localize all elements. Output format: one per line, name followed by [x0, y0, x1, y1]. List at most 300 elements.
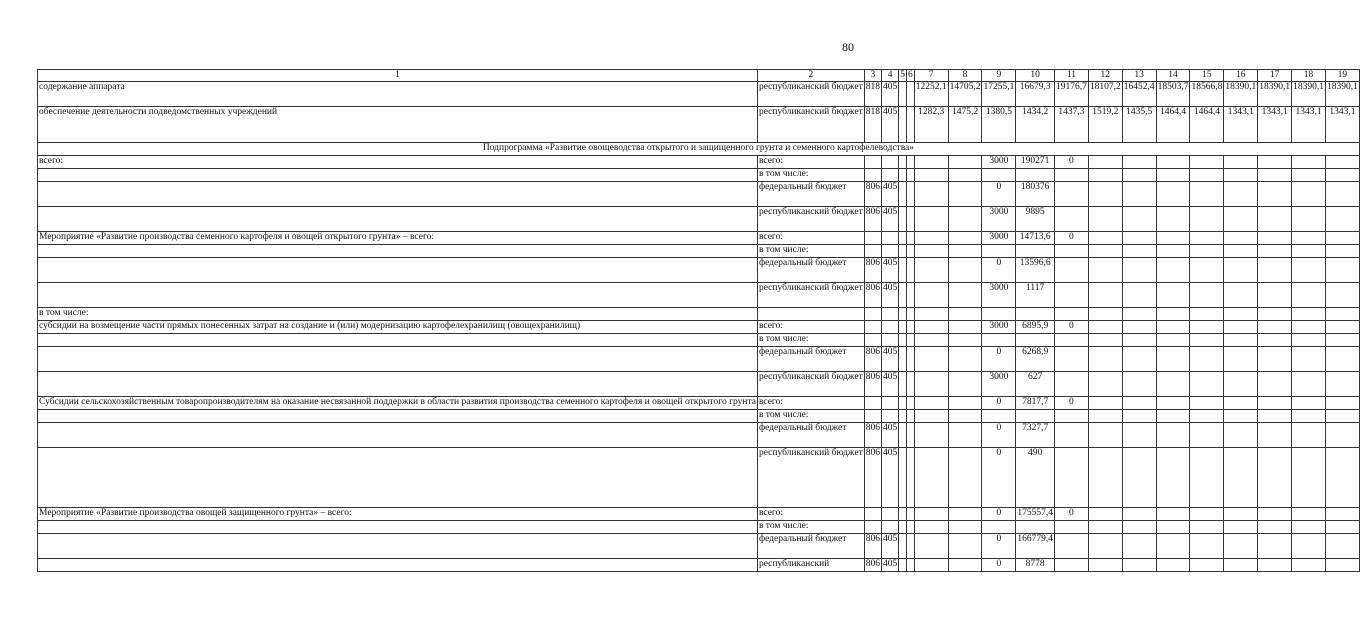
value-cell	[1088, 423, 1122, 448]
value-cell: 806	[864, 347, 881, 372]
value-cell	[1292, 559, 1326, 572]
value-cell: 1343,1	[1224, 107, 1258, 143]
value-cell: 0	[1054, 321, 1088, 334]
value-cell	[1292, 258, 1326, 283]
row-label-cell	[38, 258, 758, 283]
value-cell	[1292, 321, 1326, 334]
value-cell	[899, 107, 907, 143]
value-cell	[899, 169, 907, 182]
value-cell	[1088, 182, 1122, 207]
value-cell	[906, 534, 914, 559]
value-cell	[906, 410, 914, 423]
value-cell	[1156, 245, 1190, 258]
value-cell	[1156, 258, 1190, 283]
value-cell	[914, 448, 948, 508]
value-cell	[1088, 347, 1122, 372]
funding-source-cell: федеральный бюджет	[757, 258, 864, 283]
value-cell: 17255,1	[982, 82, 1016, 107]
table-row	[38, 334, 1360, 347]
column-header: 2	[757, 70, 864, 82]
value-cell	[1190, 334, 1224, 347]
value-cell	[906, 232, 914, 245]
value-cell: 18390,1	[1224, 82, 1258, 107]
value-cell	[881, 245, 898, 258]
value-cell	[1156, 334, 1190, 347]
value-cell: 405	[881, 347, 898, 372]
value-cell	[1258, 508, 1292, 521]
value-cell	[982, 245, 1016, 258]
value-cell	[1292, 283, 1326, 308]
value-cell	[1325, 308, 1359, 321]
column-header: 13	[1122, 70, 1156, 82]
value-cell	[914, 169, 948, 182]
value-cell	[899, 245, 907, 258]
value-cell: 18390,1	[1258, 82, 1292, 107]
value-cell	[1258, 258, 1292, 283]
value-cell: 166779,4	[1016, 534, 1055, 559]
value-cell: 818	[864, 82, 881, 107]
value-cell	[1190, 521, 1224, 534]
value-cell	[948, 372, 982, 397]
value-cell: 12252,1	[914, 82, 948, 107]
value-cell	[1224, 508, 1258, 521]
value-cell	[906, 423, 914, 448]
table-row	[38, 283, 1360, 308]
table-row	[38, 423, 1360, 448]
value-cell	[914, 258, 948, 283]
value-cell: 3000	[982, 232, 1016, 245]
value-cell	[1122, 283, 1156, 308]
value-cell	[1292, 397, 1326, 410]
value-cell: 0	[982, 448, 1016, 508]
value-cell: 6268,9	[1016, 347, 1055, 372]
value-cell	[1224, 372, 1258, 397]
column-header: 16	[1224, 70, 1258, 82]
value-cell	[1325, 410, 1359, 423]
value-cell	[899, 283, 907, 308]
table-row	[38, 347, 1360, 372]
value-cell	[1122, 448, 1156, 508]
value-cell: 3000	[982, 372, 1016, 397]
value-cell	[899, 448, 907, 508]
value-cell	[1088, 448, 1122, 508]
table-row	[38, 534, 1360, 559]
value-cell	[906, 107, 914, 143]
table-row	[38, 521, 1360, 534]
value-cell	[1190, 207, 1224, 232]
value-cell	[1088, 258, 1122, 283]
funding-source-cell: республиканский бюджет	[757, 448, 864, 508]
row-label-cell: Субсидии сельскохозяйственным товаропроизводителям на оказание несвязанной поддержки в области развития производства семенного картофеля и овощей открытого грунта	[38, 397, 758, 410]
value-cell	[1292, 521, 1326, 534]
value-cell	[914, 245, 948, 258]
value-cell	[1156, 182, 1190, 207]
value-cell	[906, 334, 914, 347]
value-cell	[1054, 334, 1088, 347]
value-cell	[1054, 283, 1088, 308]
funding-source-cell: всего:	[757, 156, 864, 169]
value-cell	[899, 410, 907, 423]
value-cell	[982, 410, 1016, 423]
row-label-cell	[38, 334, 758, 347]
value-cell	[1054, 410, 1088, 423]
value-cell: 806	[864, 448, 881, 508]
value-cell	[982, 521, 1016, 534]
funding-source-cell: в том числе:	[757, 245, 864, 258]
value-cell	[899, 182, 907, 207]
value-cell	[1292, 308, 1326, 321]
value-cell	[1325, 372, 1359, 397]
value-cell	[1088, 308, 1122, 321]
value-cell	[1190, 410, 1224, 423]
value-cell	[1122, 347, 1156, 372]
value-cell	[1190, 169, 1224, 182]
row-label-cell: всего:	[38, 156, 758, 169]
value-cell	[1292, 156, 1326, 169]
value-cell	[881, 232, 898, 245]
value-cell	[906, 347, 914, 372]
value-cell: 1343,1	[1292, 107, 1326, 143]
value-cell	[899, 207, 907, 232]
value-cell	[1224, 169, 1258, 182]
table-row	[38, 232, 1360, 245]
table-row	[38, 397, 1360, 410]
row-label-cell	[38, 534, 758, 559]
value-cell	[1258, 534, 1292, 559]
column-header: 19	[1325, 70, 1359, 82]
value-cell	[1258, 521, 1292, 534]
value-cell	[1258, 156, 1292, 169]
value-cell	[899, 397, 907, 410]
value-cell	[1190, 232, 1224, 245]
value-cell	[1325, 508, 1359, 521]
value-cell	[1325, 245, 1359, 258]
value-cell	[899, 82, 907, 107]
value-cell: 8778	[1016, 559, 1055, 572]
value-cell: 3000	[982, 156, 1016, 169]
value-cell: 806	[864, 207, 881, 232]
value-cell: 405	[881, 423, 898, 448]
column-header: 14	[1156, 70, 1190, 82]
value-cell	[1224, 321, 1258, 334]
value-cell	[1224, 423, 1258, 448]
column-header: 1	[38, 70, 758, 82]
funding-source-cell: в том числе:	[757, 521, 864, 534]
value-cell	[914, 334, 948, 347]
value-cell: 627	[1016, 372, 1055, 397]
value-cell	[1325, 334, 1359, 347]
value-cell: 806	[864, 258, 881, 283]
value-cell	[1156, 169, 1190, 182]
table-row	[38, 559, 1360, 572]
value-cell	[1190, 308, 1224, 321]
funding-source-cell: федеральный бюджет	[757, 347, 864, 372]
column-header: 10	[1016, 70, 1055, 82]
value-cell	[906, 258, 914, 283]
value-cell: 1435,5	[1122, 107, 1156, 143]
value-cell	[1190, 508, 1224, 521]
value-cell	[1156, 347, 1190, 372]
value-cell	[948, 321, 982, 334]
value-cell: 1519,2	[1088, 107, 1122, 143]
funding-source-cell: всего:	[757, 321, 864, 334]
value-cell	[864, 156, 881, 169]
row-label-cell: в том числе:	[38, 308, 758, 321]
value-cell	[1054, 207, 1088, 232]
value-cell: 0	[1054, 156, 1088, 169]
value-cell	[1122, 334, 1156, 347]
column-header: 11	[1054, 70, 1088, 82]
value-cell	[1258, 372, 1292, 397]
value-cell	[906, 397, 914, 410]
value-cell	[881, 308, 898, 321]
value-cell	[1054, 182, 1088, 207]
value-cell	[899, 423, 907, 448]
value-cell: 806	[864, 534, 881, 559]
column-header: 12	[1088, 70, 1122, 82]
value-cell	[914, 347, 948, 372]
column-header: 17	[1258, 70, 1292, 82]
row-label-cell	[38, 182, 758, 207]
funding-source-cell: республиканский бюджет	[757, 107, 864, 143]
value-cell	[1258, 423, 1292, 448]
header-row	[38, 70, 1360, 82]
value-cell	[1122, 410, 1156, 423]
value-cell: 405	[881, 534, 898, 559]
value-cell	[1325, 207, 1359, 232]
value-cell	[1156, 156, 1190, 169]
value-cell: 405	[881, 372, 898, 397]
value-cell: 806	[864, 283, 881, 308]
value-cell	[1122, 169, 1156, 182]
value-cell: 0	[982, 397, 1016, 410]
value-cell: 0	[982, 258, 1016, 283]
table-row	[38, 143, 1360, 156]
value-cell	[1122, 423, 1156, 448]
value-cell	[1156, 308, 1190, 321]
value-cell	[899, 308, 907, 321]
value-cell	[906, 245, 914, 258]
value-cell: 180376	[1016, 182, 1055, 207]
table-row	[38, 258, 1360, 283]
value-cell	[899, 508, 907, 521]
value-cell	[1190, 423, 1224, 448]
value-cell	[906, 308, 914, 321]
value-cell: 14713,6	[1016, 232, 1055, 245]
value-cell	[1190, 321, 1224, 334]
value-cell: 0	[1054, 232, 1088, 245]
column-header: 9	[982, 70, 1016, 82]
value-cell	[881, 334, 898, 347]
value-cell	[1292, 534, 1326, 559]
value-cell	[1224, 559, 1258, 572]
value-cell	[1122, 207, 1156, 232]
value-cell	[864, 397, 881, 410]
value-cell	[948, 207, 982, 232]
value-cell	[864, 245, 881, 258]
value-cell	[1292, 207, 1326, 232]
value-cell	[948, 534, 982, 559]
value-cell	[1325, 232, 1359, 245]
value-cell	[948, 410, 982, 423]
row-label-cell	[38, 245, 758, 258]
value-cell	[899, 321, 907, 334]
value-cell: 18566,8	[1190, 82, 1224, 107]
value-cell	[1190, 347, 1224, 372]
value-cell	[899, 559, 907, 572]
value-cell: 18503,7	[1156, 82, 1190, 107]
value-cell	[1054, 308, 1088, 321]
value-cell	[914, 232, 948, 245]
funding-source-cell: республиканский бюджет	[757, 207, 864, 232]
value-cell: 1343,1	[1325, 107, 1359, 143]
value-cell	[1258, 169, 1292, 182]
value-cell	[1088, 372, 1122, 397]
row-label-cell: Мероприятие «Развитие производства овощей защищенного грунта» – всего:	[38, 508, 758, 521]
table-row	[38, 182, 1360, 207]
value-cell	[914, 559, 948, 572]
value-cell	[948, 448, 982, 508]
funding-source-cell	[757, 308, 864, 321]
value-cell	[1054, 169, 1088, 182]
subprogram-title: Подпрограмма «Развитие овощеводства открытого и защищенного грунта и семенного картофелеводства»	[38, 143, 1360, 156]
value-cell	[1156, 448, 1190, 508]
value-cell: 0	[982, 508, 1016, 521]
value-cell	[1088, 321, 1122, 334]
value-cell: 405	[881, 258, 898, 283]
value-cell	[1122, 372, 1156, 397]
value-cell	[1224, 534, 1258, 559]
value-cell: 1343,1	[1258, 107, 1292, 143]
value-cell: 9895	[1016, 207, 1055, 232]
value-cell	[1325, 169, 1359, 182]
value-cell: 1380,5	[982, 107, 1016, 143]
value-cell	[1190, 245, 1224, 258]
column-header: 15	[1190, 70, 1224, 82]
value-cell	[1122, 559, 1156, 572]
value-cell	[914, 423, 948, 448]
value-cell	[1054, 423, 1088, 448]
value-cell	[1325, 534, 1359, 559]
value-cell	[1224, 448, 1258, 508]
value-cell	[881, 169, 898, 182]
value-cell	[948, 521, 982, 534]
column-header: 8	[948, 70, 982, 82]
row-label-cell: субсидии на возмещение части прямых понесенных затрат на создание и (или) модернизацию картофелехранилищ (овощехранилищ)	[38, 321, 758, 334]
value-cell	[1016, 410, 1055, 423]
value-cell	[1325, 397, 1359, 410]
value-cell	[914, 182, 948, 207]
row-label-cell	[38, 521, 758, 534]
value-cell: 6895,9	[1016, 321, 1055, 334]
value-cell	[982, 308, 1016, 321]
column-header: 7	[914, 70, 948, 82]
value-cell	[1122, 534, 1156, 559]
budget-table	[37, 69, 1360, 572]
value-cell	[982, 334, 1016, 347]
value-cell	[1016, 308, 1055, 321]
value-cell	[914, 397, 948, 410]
column-header: 3	[864, 70, 881, 82]
value-cell: 0	[982, 423, 1016, 448]
value-cell: 16452,4	[1122, 82, 1156, 107]
value-cell	[906, 508, 914, 521]
value-cell	[1088, 245, 1122, 258]
value-cell	[899, 232, 907, 245]
value-cell	[1122, 258, 1156, 283]
value-cell	[1325, 423, 1359, 448]
value-cell	[899, 334, 907, 347]
value-cell	[1325, 347, 1359, 372]
value-cell	[1054, 559, 1088, 572]
value-cell: 806	[864, 372, 881, 397]
funding-source-cell: федеральный бюджет	[757, 182, 864, 207]
value-cell	[1224, 182, 1258, 207]
value-cell	[906, 82, 914, 107]
value-cell	[1088, 334, 1122, 347]
value-cell	[1054, 372, 1088, 397]
funding-source-cell: республиканский бюджет	[757, 82, 864, 107]
value-cell	[1088, 508, 1122, 521]
value-cell: 1464,4	[1190, 107, 1224, 143]
row-label-cell	[38, 207, 758, 232]
column-header: 18	[1292, 70, 1326, 82]
table-row	[38, 156, 1360, 169]
value-cell	[1190, 283, 1224, 308]
value-cell	[864, 232, 881, 245]
value-cell	[906, 521, 914, 534]
value-cell	[1258, 245, 1292, 258]
value-cell	[899, 258, 907, 283]
row-label-cell	[38, 410, 758, 423]
value-cell	[1190, 182, 1224, 207]
column-header: 5	[900, 70, 905, 80]
value-cell	[1054, 534, 1088, 559]
funding-source-cell: республиканский бюджет	[757, 283, 864, 308]
table-row	[38, 107, 1360, 143]
value-cell	[948, 169, 982, 182]
value-cell	[1122, 508, 1156, 521]
value-cell	[864, 334, 881, 347]
value-cell	[1224, 334, 1258, 347]
value-cell	[1122, 232, 1156, 245]
value-cell	[1292, 423, 1326, 448]
value-cell	[914, 207, 948, 232]
table-row	[38, 448, 1360, 508]
funding-source-cell: всего:	[757, 508, 864, 521]
table-row	[38, 321, 1360, 334]
value-cell	[1190, 372, 1224, 397]
value-cell: 1117	[1016, 283, 1055, 308]
value-cell	[1224, 521, 1258, 534]
value-cell	[948, 334, 982, 347]
value-cell: 405	[881, 107, 898, 143]
value-cell	[1258, 182, 1292, 207]
row-label-cell	[38, 559, 758, 572]
value-cell	[914, 534, 948, 559]
value-cell	[948, 308, 982, 321]
value-cell	[1088, 397, 1122, 410]
value-cell	[1016, 521, 1055, 534]
value-cell	[906, 182, 914, 207]
value-cell	[1325, 182, 1359, 207]
value-cell	[1258, 410, 1292, 423]
value-cell	[1224, 245, 1258, 258]
value-cell	[1016, 169, 1055, 182]
value-cell	[1088, 169, 1122, 182]
value-cell	[948, 397, 982, 410]
value-cell	[1122, 521, 1156, 534]
